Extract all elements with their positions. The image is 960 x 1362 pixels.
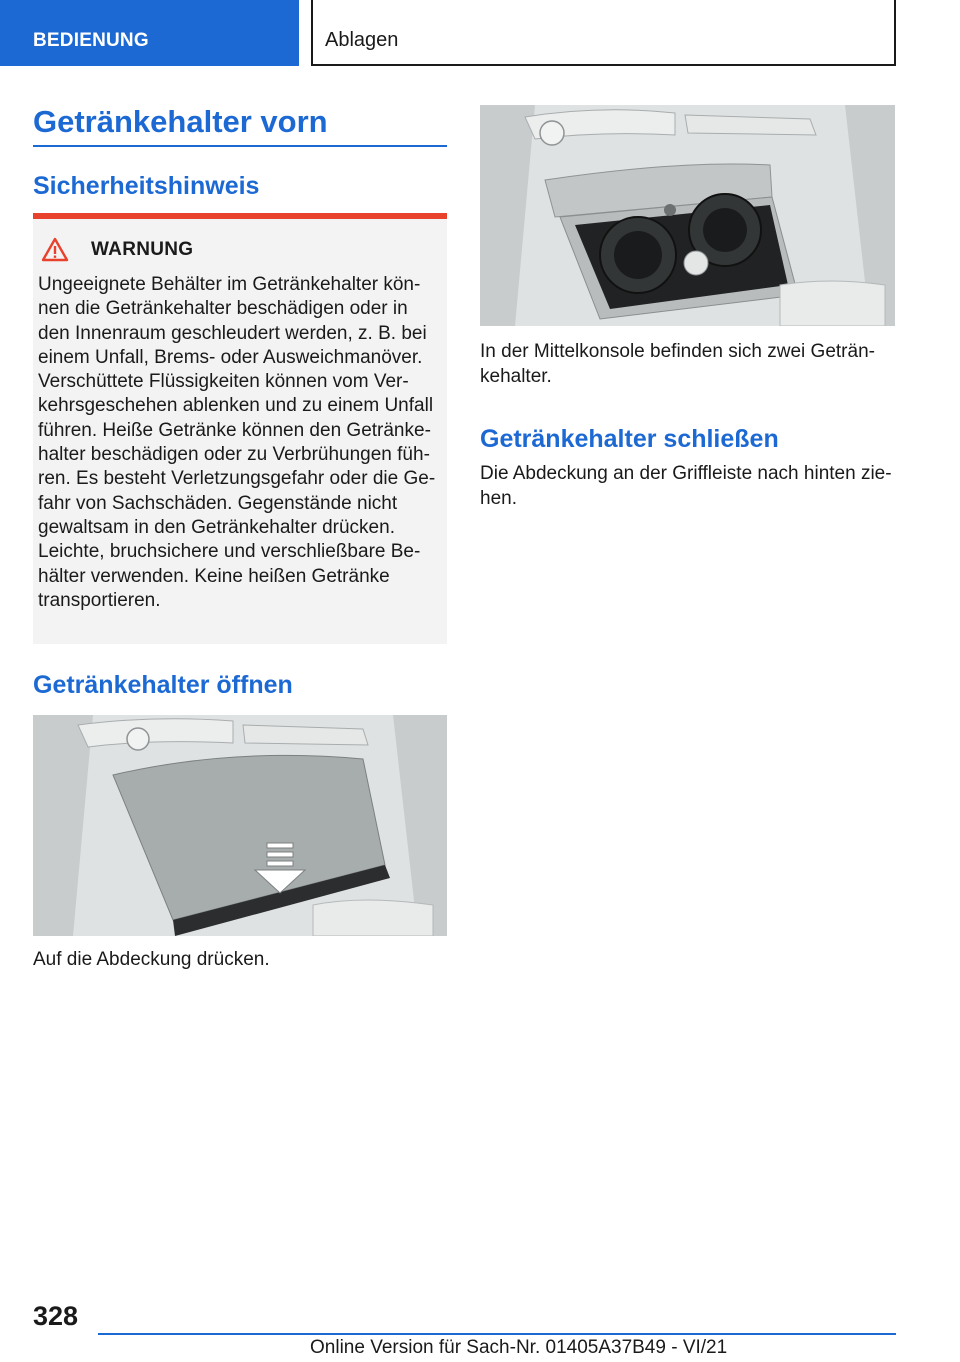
intro-text: In der Mittelkonsole befinden sich zwei Getränkehalter. (480, 341, 875, 387)
warning-label: WARNUNG (91, 239, 194, 260)
open-heading: Getränkehalter öffnen (33, 671, 293, 699)
section-tab (0, 0, 299, 66)
page-title: Getränkehalter vorn (33, 104, 328, 139)
warning-triangle-icon (41, 237, 69, 262)
section-label: BEDIENUNG (33, 30, 149, 51)
safety-heading: Sicherheitshinweis (33, 172, 260, 200)
footer-text: Online Version für Sach-Nr. 01405A37B49 - VI/21 (310, 1337, 728, 1358)
page-number: 328 (33, 1301, 79, 1331)
chapter-tab (311, 0, 896, 66)
chapter-label: Ablagen (325, 29, 399, 51)
warning-text: Ungeeignete Behälter im Getränkehalter können die Getränkehalter beschädigen oder in den Innenraum geschleudert werden, z. B. bei einem Unfall, Brems- oder Ausweichmanöver. Verschüttete Flüssigkeiten können vom Verkehrsgeschehen ablenken und zu einem Unfall führen. Heiße Getränke können den Getränkehalter beschädigen oder zu Verbrühungen führen. Es besteht Verletzungsgefahr oder die Gefahr von Sachschäden. Gegenstände nicht gewaltsam in den Getränkehalter drücken. Leichte, bruchsichere und verschließbare Behälter verwenden. Keine heißen Getränke transportieren. (38, 274, 436, 611)
open-cupholder-figure (480, 105, 895, 326)
footer-divider (98, 1333, 896, 1335)
closed-cupholder-figure (33, 715, 447, 936)
warning-box (33, 219, 447, 644)
title-divider (33, 145, 447, 147)
close-heading: Getränkehalter schließen (480, 425, 779, 453)
open-caption: Auf die Abdeckung drücken. (33, 949, 270, 970)
close-text: Die Abdeckung an der Griffleiste nach hinten ziehen. (480, 463, 892, 509)
